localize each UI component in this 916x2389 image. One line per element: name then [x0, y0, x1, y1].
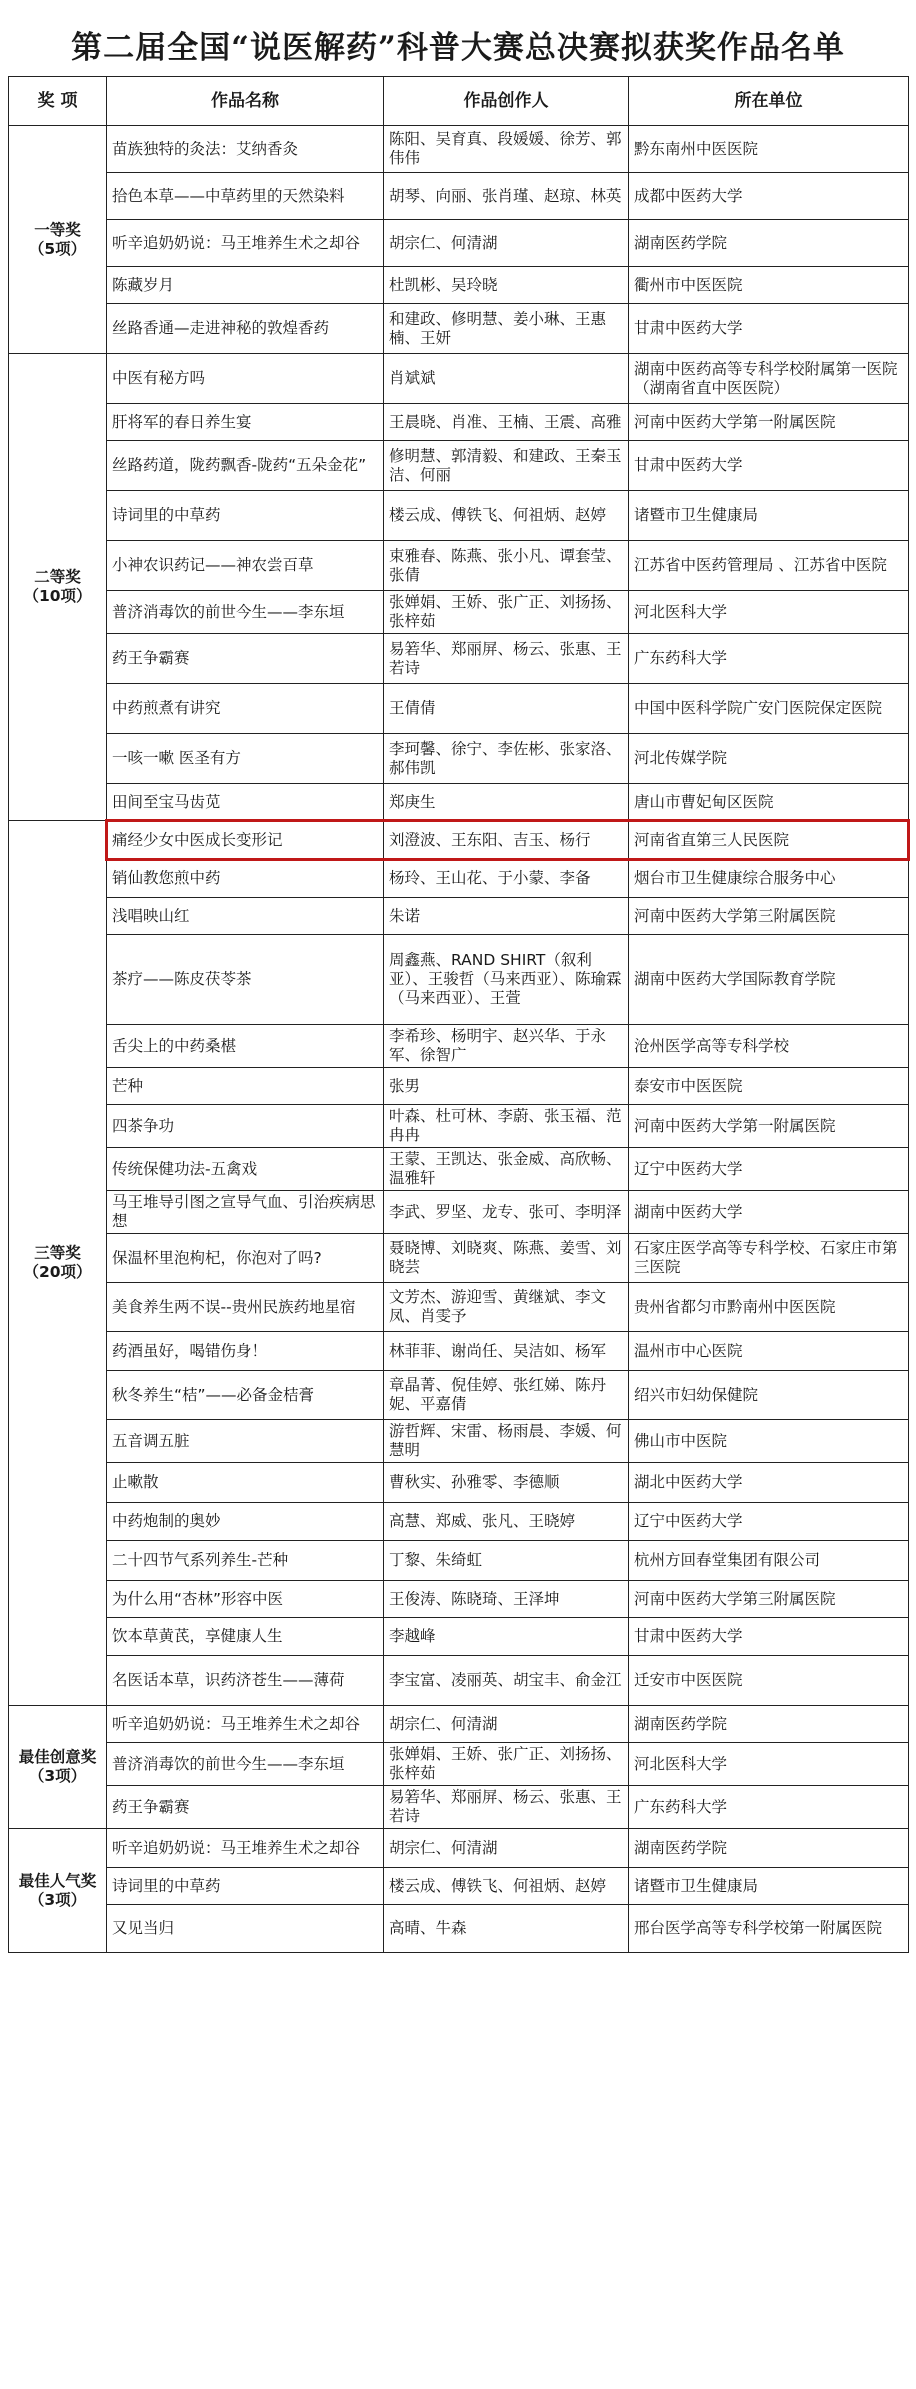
unit-cell: 温州市中心医院 [629, 1332, 909, 1371]
unit-cell: 唐山市曹妃甸区医院 [629, 784, 909, 821]
work-title-cell: 诗词里的中草药 [107, 1868, 384, 1905]
page-title: 第二届全国“说医解药”科普大赛总决赛拟获奖作品名单 [71, 30, 845, 66]
table-row [9, 1503, 909, 1541]
authors-cell: 易箬华、郑丽屏、杨云、张惠、王若诗 [384, 634, 629, 684]
unit-cell: 烟台市卫生健康综合服务中心 [629, 860, 909, 898]
unit-cell: 杭州方回春堂集团有限公司 [629, 1541, 909, 1581]
work-title-cell: 痛经少女中医成长变形记 [107, 821, 384, 860]
authors-cell: 游哲辉、宋雷、杨雨晨、李媛、何慧明 [384, 1420, 629, 1463]
award-category-name: 最佳人气奖 [18, 1871, 97, 1890]
header-award: 奖 项 [9, 77, 107, 126]
work-title-cell: 又见当归 [107, 1905, 384, 1953]
authors-cell: 陈阳、吴育真、段媛媛、徐芳、郭伟伟 [384, 126, 629, 173]
unit-cell: 江苏省中医药管理局 、江苏省中医院 [629, 541, 909, 591]
award-category-count: （10项） [23, 587, 92, 605]
table-row [9, 1541, 909, 1581]
unit-cell: 河南省直第三人民医院 [629, 821, 909, 860]
unit-cell: 甘肃中医药大学 [629, 1618, 909, 1656]
table-row [9, 126, 909, 173]
authors-cell: 林菲菲、谢尚任、吴洁如、杨军 [384, 1332, 629, 1371]
work-title-cell: 马王堆导引图之宣导气血、引治疾病思想 [107, 1191, 384, 1234]
authors-cell: 叶森、杜可林、李蔚、张玉福、范冉冉 [384, 1105, 629, 1148]
work-title-cell: 止嗽散 [107, 1463, 384, 1503]
work-title-cell: 药王争霸赛 [107, 634, 384, 684]
table-row [9, 1656, 909, 1706]
unit-cell: 甘肃中医药大学 [629, 441, 909, 491]
header-unit: 所在单位 [629, 77, 909, 126]
table-row [9, 1105, 909, 1148]
table-row [9, 634, 909, 684]
unit-cell: 河南中医药大学第三附属医院 [629, 1581, 909, 1618]
work-title-cell: 美食养生两不误--贵州民族药地星宿 [107, 1283, 384, 1332]
table-row [9, 734, 909, 784]
table-row [9, 1463, 909, 1503]
authors-cell: 李越峰 [384, 1618, 629, 1656]
work-title-cell: 芒种 [107, 1068, 384, 1105]
authors-cell: 聂晓博、刘晓爽、陈燕、姜雪、刘晓芸 [384, 1234, 629, 1283]
work-title-cell: 名医话本草，识药济苍生——薄荷 [107, 1656, 384, 1706]
table-row [9, 1829, 909, 1868]
authors-cell: 杜凯彬、吴玲晓 [384, 267, 629, 304]
authors-cell: 张婵娟、王娇、张广正、刘扬扬、张梓茹 [384, 1743, 629, 1786]
award-category-cell [9, 1706, 107, 1829]
work-title-cell: 丝路香通—走进神秘的敦煌香药 [107, 304, 384, 354]
unit-cell: 衢州市中医医院 [629, 267, 909, 304]
authors-cell: 修明慧、郭清毅、和建政、王秦玉洁、何丽 [384, 441, 629, 491]
table-row [9, 1283, 909, 1332]
work-title-cell: 饮本草黄芪，享健康人生 [107, 1618, 384, 1656]
unit-cell: 湖南中医药大学 [629, 1191, 909, 1234]
work-title-cell: 秋冬养生“桔”——必备金桔膏 [107, 1371, 384, 1420]
authors-cell: 和建政、修明慧、姜小琳、王惠楠、王妍 [384, 304, 629, 354]
unit-cell: 广东药科大学 [629, 1786, 909, 1829]
work-title-cell: 保温杯里泡枸杞，你泡对了吗? [107, 1234, 384, 1283]
unit-cell: 绍兴市妇幼保健院 [629, 1371, 909, 1420]
work-title-cell: 中药炮制的奥妙 [107, 1503, 384, 1541]
authors-cell: 王倩倩 [384, 684, 629, 734]
work-title-cell: 苗族独特的灸法：艾纳香灸 [107, 126, 384, 173]
table-row [9, 1786, 909, 1829]
unit-cell: 河南中医药大学第一附属医院 [629, 404, 909, 441]
award-category-name: 三等奖 [34, 1244, 81, 1262]
work-title-cell: 五音调五脏 [107, 1420, 384, 1463]
table-row [9, 354, 909, 404]
work-title-cell: 为什么用“杏林”形容中医 [107, 1581, 384, 1618]
authors-cell: 李宝富、凌丽英、胡宝丰、俞金江 [384, 1656, 629, 1706]
table-row [9, 1420, 909, 1463]
authors-cell: 楼云成、傅铁飞、何祖炳、赵婷 [384, 1868, 629, 1905]
table-header-row [9, 77, 909, 126]
table-row [9, 441, 909, 491]
authors-cell: 曹秋实、孙雅零、李德顺 [384, 1463, 629, 1503]
unit-cell: 河北传媒学院 [629, 734, 909, 784]
table-row [9, 684, 909, 734]
work-title-cell: 中医有秘方吗 [107, 354, 384, 404]
unit-cell: 辽宁中医药大学 [629, 1503, 909, 1541]
table-row [9, 821, 909, 860]
authors-cell: 胡宗仁、何清湖 [384, 1829, 629, 1868]
unit-cell: 河北医科大学 [629, 591, 909, 634]
authors-cell: 章晶菁、倪佳婷、张红娣、陈丹妮、平嘉倩 [384, 1371, 629, 1420]
authors-cell: 肖斌斌 [384, 354, 629, 404]
unit-cell: 湖南中医药高等专科学校附属第一医院（湖南省直中医医院） [629, 354, 909, 404]
authors-cell: 李武、罗坚、龙专、张可、李明泽 [384, 1191, 629, 1234]
award-category-cell [9, 126, 107, 354]
unit-cell: 湖南医药学院 [629, 220, 909, 267]
table-row [9, 1743, 909, 1786]
work-title-cell: 舌尖上的中药桑椹 [107, 1025, 384, 1068]
work-title-cell: 浅唱映山红 [107, 898, 384, 935]
unit-cell: 湖南医药学院 [629, 1829, 909, 1868]
work-title-cell: 四茶争功 [107, 1105, 384, 1148]
award-category-name: 一等奖 [34, 220, 81, 239]
award-category-count: （5项） [28, 239, 87, 258]
unit-cell: 诸暨市卫生健康局 [629, 1868, 909, 1905]
table-row [9, 1148, 909, 1191]
table-row [9, 1581, 909, 1618]
table-row [9, 1371, 909, 1420]
work-title-cell: 传统保健功法-五禽戏 [107, 1148, 384, 1191]
unit-cell: 湖北中医药大学 [629, 1463, 909, 1503]
header-work: 作品名称 [107, 77, 384, 126]
work-title-cell: 一咳一嗽 医圣有方 [107, 734, 384, 784]
work-title-cell: 听辛追奶奶说：马王堆养生术之却谷 [107, 1706, 384, 1743]
authors-cell: 朱诺 [384, 898, 629, 935]
unit-cell: 贵州省都匀市黔南州中医医院 [629, 1283, 909, 1332]
work-title-cell: 拾色本草——中草药里的天然染料 [107, 173, 384, 220]
table-row [9, 898, 909, 935]
unit-cell: 邢台医学高等专科学校第一附属医院 [629, 1905, 909, 1953]
authors-cell: 束雅春、陈燕、张小凡、谭套莹、张倩 [384, 541, 629, 591]
table-row [9, 1234, 909, 1283]
unit-cell: 河北医科大学 [629, 1743, 909, 1786]
table-row [9, 304, 909, 354]
table-row [9, 1905, 909, 1953]
unit-cell: 中国中医科学院广安门医院保定医院 [629, 684, 909, 734]
work-title-cell: 二十四节气系列养生-芒种 [107, 1541, 384, 1581]
work-title-cell: 田间至宝马齿苋 [107, 784, 384, 821]
authors-cell: 文芳杰、游迎雪、黄继斌、李文凤、肖雯予 [384, 1283, 629, 1332]
authors-cell: 郑庚生 [384, 784, 629, 821]
authors-cell: 楼云成、傅铁飞、何祖炳、赵婷 [384, 491, 629, 541]
table-row [9, 173, 909, 220]
authors-cell: 高慧、郑威、张凡、王晓婷 [384, 1503, 629, 1541]
unit-cell: 泰安市中医医院 [629, 1068, 909, 1105]
work-title-cell: 听辛追奶奶说：马王堆养生术之却谷 [107, 1829, 384, 1868]
work-title-cell: 诗词里的中草药 [107, 491, 384, 541]
unit-cell: 广东药科大学 [629, 634, 909, 684]
unit-cell: 石家庄医学高等专科学校、石家庄市第三医院 [629, 1234, 909, 1283]
authors-cell: 周鑫燕、RAND SHIRT（叙利亚）、王骏哲（马来西亚）、陈瑜霖（马来西亚）、王萱 [384, 935, 629, 1025]
unit-cell: 甘肃中医药大学 [629, 304, 909, 354]
table-row [9, 1868, 909, 1905]
award-category-name: 二等奖 [34, 568, 81, 586]
unit-cell: 湖南中医药大学国际教育学院 [629, 935, 909, 1025]
unit-cell: 河南中医药大学第一附属医院 [629, 1105, 909, 1148]
work-title-cell: 普济消毒饮的前世今生——李东垣 [107, 1743, 384, 1786]
authors-cell: 张婵娟、王娇、张广正、刘扬扬、张梓茹 [384, 591, 629, 634]
unit-cell: 佛山市中医院 [629, 1420, 909, 1463]
work-title-cell: 普济消毒饮的前世今生——李东垣 [107, 591, 384, 634]
authors-cell: 杨玲、王山花、于小蒙、李备 [384, 860, 629, 898]
authors-cell: 李珂馨、徐宁、李佐彬、张家洛、郝伟凯 [384, 734, 629, 784]
work-title-cell: 药酒虽好，喝错伤身！ [107, 1332, 384, 1371]
authors-cell: 李希珍、杨明宇、赵兴华、于永军、徐智广 [384, 1025, 629, 1068]
table-row [9, 1618, 909, 1656]
authors-cell: 张男 [384, 1068, 629, 1105]
authors-cell: 胡宗仁、何清湖 [384, 220, 629, 267]
award-category-cell [9, 821, 107, 1706]
work-title-cell: 陈藏岁月 [107, 267, 384, 304]
table-row [9, 404, 909, 441]
award-category-count: （3项） [28, 1767, 87, 1785]
work-title-cell: 药王争霸赛 [107, 1786, 384, 1829]
authors-cell: 王俊涛、陈晓琦、王泽坤 [384, 1581, 629, 1618]
authors-cell: 王蒙、王凯达、张金威、高欣畅、温雅轩 [384, 1148, 629, 1191]
unit-cell: 迁安市中医医院 [629, 1656, 909, 1706]
authors-cell: 高晴、牛森 [384, 1905, 629, 1953]
unit-cell: 湖南医药学院 [629, 1706, 909, 1743]
work-title-cell: 丝路药道，陇药飘香-陇药“五朵金花” [107, 441, 384, 491]
table-row [9, 1191, 909, 1234]
award-category-cell [9, 354, 107, 821]
unit-cell: 辽宁中医药大学 [629, 1148, 909, 1191]
award-category-count: （3项） [28, 1890, 87, 1909]
table-row [9, 267, 909, 304]
unit-cell: 河南中医药大学第三附属医院 [629, 898, 909, 935]
table-row [9, 1068, 909, 1105]
unit-cell: 诸暨市卫生健康局 [629, 491, 909, 541]
work-title-cell: 小神农识药记——神农尝百草 [107, 541, 384, 591]
header-authors: 作品创作人 [384, 77, 629, 126]
unit-cell: 沧州医学高等专科学校 [629, 1025, 909, 1068]
table-row [9, 860, 909, 898]
authors-cell: 刘澄波、王东阳、吉玉、杨行 [384, 821, 629, 860]
award-category-cell [9, 1829, 107, 1953]
unit-cell: 成都中医药大学 [629, 173, 909, 220]
authors-cell: 胡宗仁、何清湖 [384, 1706, 629, 1743]
work-title-cell: 听辛追奶奶说：马王堆养生术之却谷 [107, 220, 384, 267]
table-row [9, 784, 909, 821]
table-row [9, 541, 909, 591]
table-row [9, 220, 909, 267]
award-category-count: （20项） [23, 1263, 92, 1281]
authors-cell: 丁黎、朱绮虹 [384, 1541, 629, 1581]
authors-cell: 易箬华、郑丽屏、杨云、张惠、王若诗 [384, 1786, 629, 1829]
work-title-cell: 茶疗——陈皮茯苓茶 [107, 935, 384, 1025]
work-title-cell: 销仙教您煎中药 [107, 860, 384, 898]
table-row [9, 1025, 909, 1068]
work-title-cell: 肝将军的春日养生宴 [107, 404, 384, 441]
authors-cell: 王晨晓、肖准、王楠、王震、高雅 [384, 404, 629, 441]
unit-cell: 黔东南州中医医院 [629, 126, 909, 173]
awards-table [8, 76, 909, 1953]
award-category-name: 最佳创意奖 [18, 1748, 97, 1766]
table-row [9, 935, 909, 1025]
authors-cell: 胡琴、向丽、张肖瑾、赵琼、林英 [384, 173, 629, 220]
work-title-cell: 中药煎煮有讲究 [107, 684, 384, 734]
table-row [9, 491, 909, 541]
table-row [9, 1332, 909, 1371]
table-row [9, 591, 909, 634]
table-row [9, 1706, 909, 1743]
